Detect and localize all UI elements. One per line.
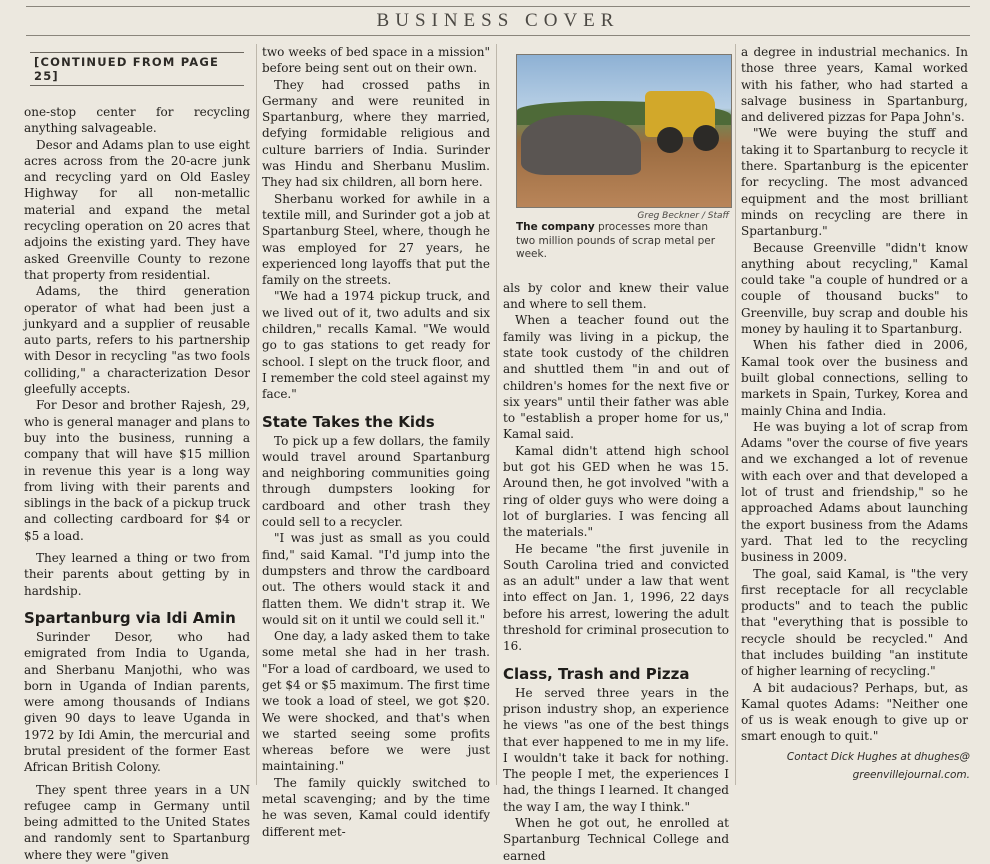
paragraph: When his father died in 2006, Kamal took over the business and built global connections, selling to markets in Spain, Turkey, Korea and mainly China and India.	[741, 338, 968, 418]
paragraph: He was buying a lot of scrap from Adams "over the course of five years and we exchanged a lot of revenue with each over and that developed a lot of trust and friendship," so he approached Adams about launching the export business from the Adams yard. That led to the recycling business in 2009.	[741, 419, 968, 565]
paragraph: They learned a thing or two from their parents about getting by in hardship.	[24, 551, 250, 598]
paragraph: For Desor and brother Rajesh, 29, who is general manager and plans to buy into the business, running a company that will have $15 million in revenue this year is a long way from living with their parents and siblings in the back of a pickup truck and collecting cardboard for $4 or $5 a load.	[24, 398, 250, 543]
paragraph: To pick up a few dollars, the family would travel around Spartanburg and neighboring communities going through dumpsters looking for cardboard and other trash they could sell to a recycler.	[262, 433, 490, 530]
continued-label: [CONTINUED FROM PAGE 25]	[30, 52, 244, 86]
paragraph: Desor and Adams plan to use eight acres across from the 20-acre junk and recycling yard on Old Easley Highway for all non-metallic material and expand the metal recycling operation on 20 acres that adjoins the existing yard. They have asked Greenville County to rezone that property from residential.	[24, 137, 250, 282]
contact-line	[772, 748, 970, 784]
contact-line-1: Contact Dick Hughes at dhughes@	[786, 751, 970, 763]
section-header: BUSINESS COVER	[26, 6, 970, 36]
paragraph: When he got out, he enrolled at Spartanburg Technical College and earned	[503, 815, 729, 863]
paragraph: Surinder Desor, who had emigrated from India to Uganda, and Sherbanu Manjothi, who was born in Uganda of Indian parents, were among thousands of Indians given 90 days to leave Uganda in 1972 by Idi Amin, the mercurial and brutal president of the former East African British Colony.	[24, 629, 250, 775]
paragraph: "We had a 1974 pickup truck, and we lived out of it, two adults and six children," recalls Kamal. "We would go to gas stations to get ready for school. I slept on the truck floor, and I remember the cold steel against my face."	[262, 289, 490, 402]
paragraph: The family quickly switched to metal scavenging; and by the time he was seven, Kamal could identify different met-	[262, 775, 490, 839]
paragraph: "I was just as small as you could find," said Kamal. "I'd jump into the dumpsters and throw the cardboard out. The others would stack it and flatten them. We didn't strap it. We would sit on it until we could sell it."	[262, 531, 490, 627]
paragraph: "We were buying the stuff and taking it to Spartanburg to recycle it there. Spartanburg is the epicenter for recycling. The most advanced equipment and the most brilliant minds on recycling are there in Spartanburg."	[741, 126, 968, 239]
paragraph: two weeks of bed space in a mission" before being sent out on their own.	[262, 45, 490, 76]
paragraph: Sherbanu worked for awhile in a textile mill, and Surinder got a job at Spartanburg Steel, where, though he was employed for 27 years, he experienced long layoffs that put the family on the streets.	[262, 191, 490, 288]
paragraph: a degree in industrial mechanics. In those three years, Kamal worked with his father, who had started a salvage business in Spartanburg, and delivered pizzas for Papa John's.	[741, 45, 968, 125]
paragraph: Adams, the third generation operator of what had been just a junkyard and a supplier of reusable auto parts, refers to his partnership with Desor in recycling "as two fools colliding," a characterization Desor gleefully accepts.	[24, 284, 250, 397]
caption-lead: The company	[516, 221, 595, 233]
contact-line-2: greenvillejournal.com.	[852, 769, 970, 781]
paragraph: He served three years in the prison industry shop, an experience he views "as one of the best things that ever happened to me in my life. I wouldn't take it back for nothing. The people I met, the experiences I had, the things I learned. It changed the way I am, the way I think."	[503, 685, 729, 814]
paragraph: They spent three years in a UN refugee camp in Germany until being admitted to the United States and randomly sent to Spartanburg where they were "given	[24, 782, 250, 862]
column-2	[262, 44, 490, 839]
column-4	[741, 44, 968, 791]
subhead: Class, Trash and Pizza	[503, 664, 690, 683]
caption-text: processes more than two million pounds of scrap metal per week.	[516, 221, 716, 261]
paragraph: als by color and knew their value and where to sell them.	[503, 280, 729, 312]
column-3	[503, 44, 729, 863]
paragraph: A bit audacious? Perhaps, but, as Kamal quotes Adams: "Neither one of us is weak enough to give up or smart enough to quit."	[741, 680, 968, 744]
paragraph: one-stop center for recycling anything salvageable.	[24, 105, 250, 136]
paragraph: They had crossed paths in Germany and were reunited in Spartanburg, where they married, defying formidable religious and culture barriers of India. Surinder was Hindu and Sherbanu Muslim. They had six children, all born here.	[262, 77, 490, 190]
column-rule	[496, 44, 497, 785]
paragraph: Kamal didn't attend high school but got his GED when he was 15. Around then, he got involved "with a ring of older guys who were doing a lot of burglaries. I was fencing all the materials."	[503, 443, 729, 540]
scrapyard-photo	[516, 54, 732, 208]
subhead: Spartanburg via Idi Amin	[24, 608, 236, 627]
paragraph: Because Greenville "didn't know anything about recycling," Kamal could take "a couple of hundred or a couple of thousand bucks" to Greenville, buy scrap and double his money by hauling it to Spartanburg.	[741, 240, 968, 337]
column-rule	[735, 44, 736, 785]
paragraph: When a teacher found out the family was living in a pickup, the state took custody of the children and shuttled them "in and out of children's homes for the next five or six years" until their father was able to "establish a proper home for us," Kamal said.	[503, 313, 729, 442]
paragraph: The goal, said Kamal, is "the very first receptacle for all recyclable products" and to teach the public that "everything that is possible to recycle should be recycled." And that includes building "an institute of higher learning of recycling."	[741, 566, 968, 679]
paragraph: He became "the first juvenile in South Carolina tried and convicted as an adult" under a law that went into effect on Jan. 1, 1996, 22 days before his arrest, lowering the adult threshold for criminal prosecution to 16.	[503, 541, 729, 654]
subhead: State Takes the Kids	[262, 412, 435, 431]
photo-caption	[516, 221, 729, 262]
photo-credit: Greg Beckner / Staff	[637, 211, 729, 221]
paragraph: One day, a lady asked them to take some metal she had in her trash. "For a load of cardboard, we used to get $4 or $5 maximum. The first time we took a load of steel, we got $20. We were shocked, and that's when we started seeing some profits whereas before we were just maintaining."	[262, 629, 490, 774]
column-rule	[256, 44, 257, 785]
column-1	[24, 44, 250, 862]
